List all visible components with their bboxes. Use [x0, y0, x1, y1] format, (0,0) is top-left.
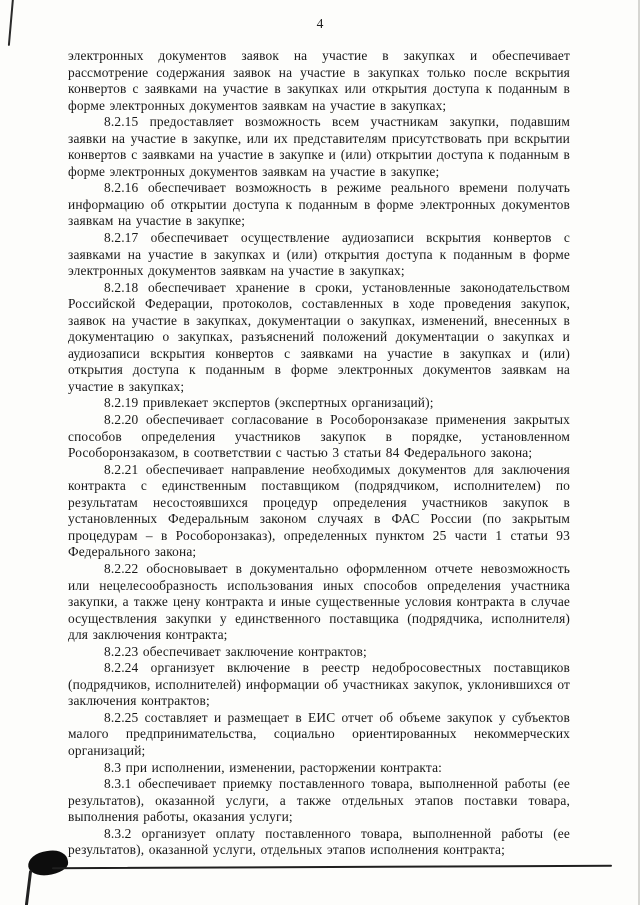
document-paragraphs: [68, 48, 570, 859]
scan-artifact-bottom-tail-line: [25, 870, 32, 905]
paragraph: 8.2.20 обеспечивает согласование в Рособоронзаказе применения закрытых способов определения участников закупок в порядке, установленном Рособоронзаказом, в соответствии с частью 3 статьи 84 Федерального закона;: [68, 412, 570, 461]
scan-artifact-bottom-ink-blob: [27, 849, 70, 878]
paragraph: 8.2.15 предоставляет возможность всем участникам закупки, подавшим заявки на участие в закупке, или их представителям присутствовать при вскрытии конвертов с заявками на участие в закупке и (или) открытии доступа к поданным в форме электронных документов заявкам на участие в закупке;: [68, 114, 570, 179]
paragraph: 8.2.19 привлекает экспертов (экспертных организаций);: [104, 395, 434, 411]
paragraph: 8.3.2 организует оплату поставленного товара, выполненной работы (ее результатов), оказанной услуги, отдельных этапов исполнения контракта;: [68, 825, 570, 858]
paragraph: электронных документов заявок на участие в закупках и обеспечивает рассмотрение содержания заявок на участие в закупках только после вскрытия конвертов с заявками на участие в закупках или открытия доступа к поданным в форме электронных документов заявкам на участие в закупках;: [68, 48, 570, 113]
paragraph: 8.2.23 обеспечивает заключение контрактов;: [104, 643, 367, 659]
paragraph: 8.2.17 обеспечивает осуществление аудиозаписи вскрытия конвертов с заявками на участие в закупках и (или) открытия доступа к поданным в форме электронных документов заявкам на участие в закупках;: [68, 230, 570, 279]
paragraph: 8.3.1 обеспечивает приемку поставленного товара, выполненной работы (ее результатов), оказанной услуги, а также отдельных этапов поставки товара, выполнения работы, оказания услуги;: [68, 776, 570, 825]
paragraph: 8.2.25 составляет и размещает в ЕИС отчет об объеме закупок у субъектов малого предпринимательства, социально ориентированных некоммерческих организаций;: [68, 709, 570, 758]
paragraph: 8.3 при исполнении, изменении, расторжении контракта:: [104, 759, 443, 775]
paragraph: 8.2.22 обосновывает в документально оформленном отчете невозможность или нецелесообразность использования иных способов определения участника закупки, а также цену контракта и иные существенные условия контракта в случае осуществления закупки у единственного поставщика (подрядчика, исполнителя) для заключения контракта;: [68, 560, 570, 643]
paragraph: 8.2.18 обеспечивает хранение в сроки, установленные законодательством Российской Федерации, протоколов, составленных в ходе проведения закупок, заявок на участие в закупках, документации о закупках, изменений, внесенных в документацию о закупках, разъяснений положений документации о закупках и аудиозаписи вскрытия конвертов с заявками на участие в закупках и (или) открытия доступа к поданным в форме электронных документов заявкам на участие в закупках;: [68, 279, 570, 394]
scan-artifact-bottom-horizontal-line: [52, 865, 612, 869]
paragraph: 8.2.16 обеспечивает возможность в режиме реального времени получать информацию об открытии доступа к поданным в форме электронных документов заявкам на участие в закупке;: [68, 180, 570, 229]
page-number: 4: [316, 16, 324, 31]
paragraph: 8.2.24 организует включение в реестр недобросовестных поставщиков (подрядчиков, исполнителей) информации об участниках закупок, уклонившихся от заключения контрактов;: [68, 660, 570, 709]
paragraph: 8.2.21 обеспечивает направление необходимых документов для заключения контракта с единственным поставщиком (подрядчиком, исполнителем) по результатам несостоявшихся процедур определения участников закупок в установленных Федеральным законом случаях в ФАС России (по закрытым процедурам – в Рособоронзаказ), определенных пунктом 25 части 1 статьи 93 Федерального закона;: [68, 461, 570, 560]
